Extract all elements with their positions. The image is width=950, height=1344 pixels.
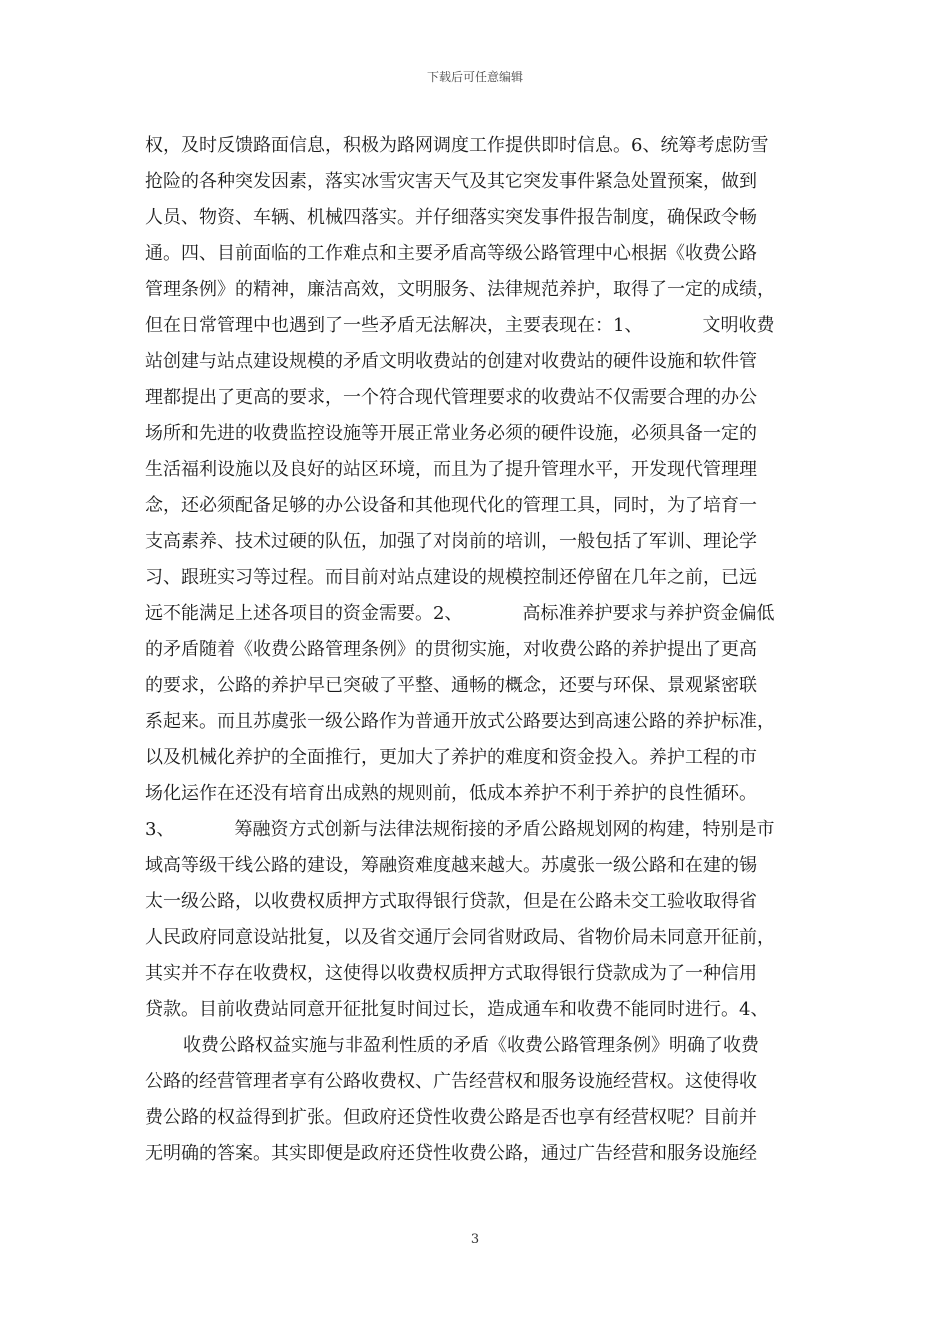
text-run: 文明收费: [702, 315, 775, 336]
text-line: 的矛盾随着《收费公路管理条例》的贯彻实施，对收费公路的养护提出了更高: [145, 639, 757, 660]
text-line: 念，还必须配备足够的办公设备和其他现代化的管理工具，同时，为了培育一: [145, 495, 757, 516]
text-line: 理都提出了更高的要求，一个符合现代管理要求的收费站不仅需要合理的办公: [145, 387, 757, 408]
page-number: 3: [470, 1232, 480, 1247]
text-run: 3、: [145, 819, 175, 840]
text-run: 筹融资方式创新与法律法规衔接的矛盾公路规划网的构建，特别是市: [234, 819, 775, 840]
text-run: 远不能满足上述各项目的资金需要。2、: [145, 603, 463, 624]
text-line: 场化运作在还没有培育出成熟的规则前，低成本养护不利于养护的良性循环。: [145, 783, 757, 804]
text-line: 其实并不存在收费权，这使得以收费权质押方式取得银行贷款成为了一种信用: [145, 963, 757, 984]
text-line: 贷款。目前收费站同意开征批复时间过长，造成通车和收费不能同时进行。4、: [145, 999, 769, 1020]
text-line: 管理条例》的精神，廉洁高效，文明服务、法律规范养护，取得了一定的成绩，: [145, 279, 775, 300]
text-line: [145, 308, 774, 344]
text-line: [145, 812, 774, 848]
text-line: 系起来。而且苏虞张一级公路作为普通开放式公路要达到高速公路的养护标准，: [145, 711, 775, 732]
text-line: 费公路的权益得到扩张。但政府还贷性收费公路是否也享有经营权呢？目前并: [145, 1107, 757, 1128]
text-line: 抢险的各种突发因素，落实冰雪灾害天气及其它突发事件紧急处置预案，做到: [145, 171, 757, 192]
text-line: [145, 596, 774, 632]
text-line: 的要求，公路的养护早已突破了平整、通畅的概念，还要与环保、景观紧密联: [145, 675, 757, 696]
text-line: 无明确的答案。其实即便是政府还贷性收费公路，通过广告经营和服务设施经: [145, 1143, 757, 1164]
text-line: 人民政府同意设站批复，以及省交通厅会同省财政局、省物价局未同意开征前，: [145, 927, 775, 948]
text-line: 生活福利设施以及良好的站区环境，而且为了提升管理水平，开发现代管理理: [145, 459, 757, 480]
text-line: 权，及时反馈路面信息，积极为路网调度工作提供即时信息。6、统筹考虑防雪: [145, 135, 769, 156]
text-line: 场所和先进的收费监控设施等开展正常业务必须的硬件设施，必须具备一定的: [145, 423, 757, 444]
text-line: 人员、物资、车辆、机械四落实。并仔细落实突发事件报告制度，确保政令畅: [145, 207, 757, 228]
text-run: 高标准养护要求与养护资金偏低: [522, 603, 775, 624]
text-line: 域高等级干线公路的建设，筹融资难度越来越大。苏虞张一级公路和在建的锡: [145, 855, 757, 876]
text-line: 通。四、目前面临的工作难点和主要矛盾高等级公路管理中心根据《收费公路: [145, 243, 757, 264]
text-line: 太一级公路，以收费权质押方式取得银行贷款，但是在公路未交工验收取得省: [145, 891, 757, 912]
text-line: 收费公路权益实施与非盈利性质的矛盾《收费公路管理条例》明确了收费: [183, 1035, 759, 1056]
text-line: 以及机械化养护的全面推行，更加大了养护的难度和资金投入。养护工程的市: [145, 747, 757, 768]
text-line: 站创建与站点建设规模的矛盾文明收费站的创建对收费站的硬件设施和软件管: [145, 351, 757, 372]
page-header-note: 下载后可任意编辑: [426, 70, 523, 84]
text-line: 支高素养、技术过硬的队伍，加强了对岗前的培训，一般包括了军训、理论学: [145, 531, 757, 552]
text-line: 习、跟班实习等过程。而目前对站点建设的规模控制还停留在几年之前，已远: [145, 567, 757, 588]
text-run: 但在日常管理中也遇到了一些矛盾无法解决，主要表现在：1、: [145, 315, 643, 336]
text-line: 公路的经营管理者享有公路收费权、广告经营权和服务设施经营权。这使得收: [145, 1071, 757, 1092]
